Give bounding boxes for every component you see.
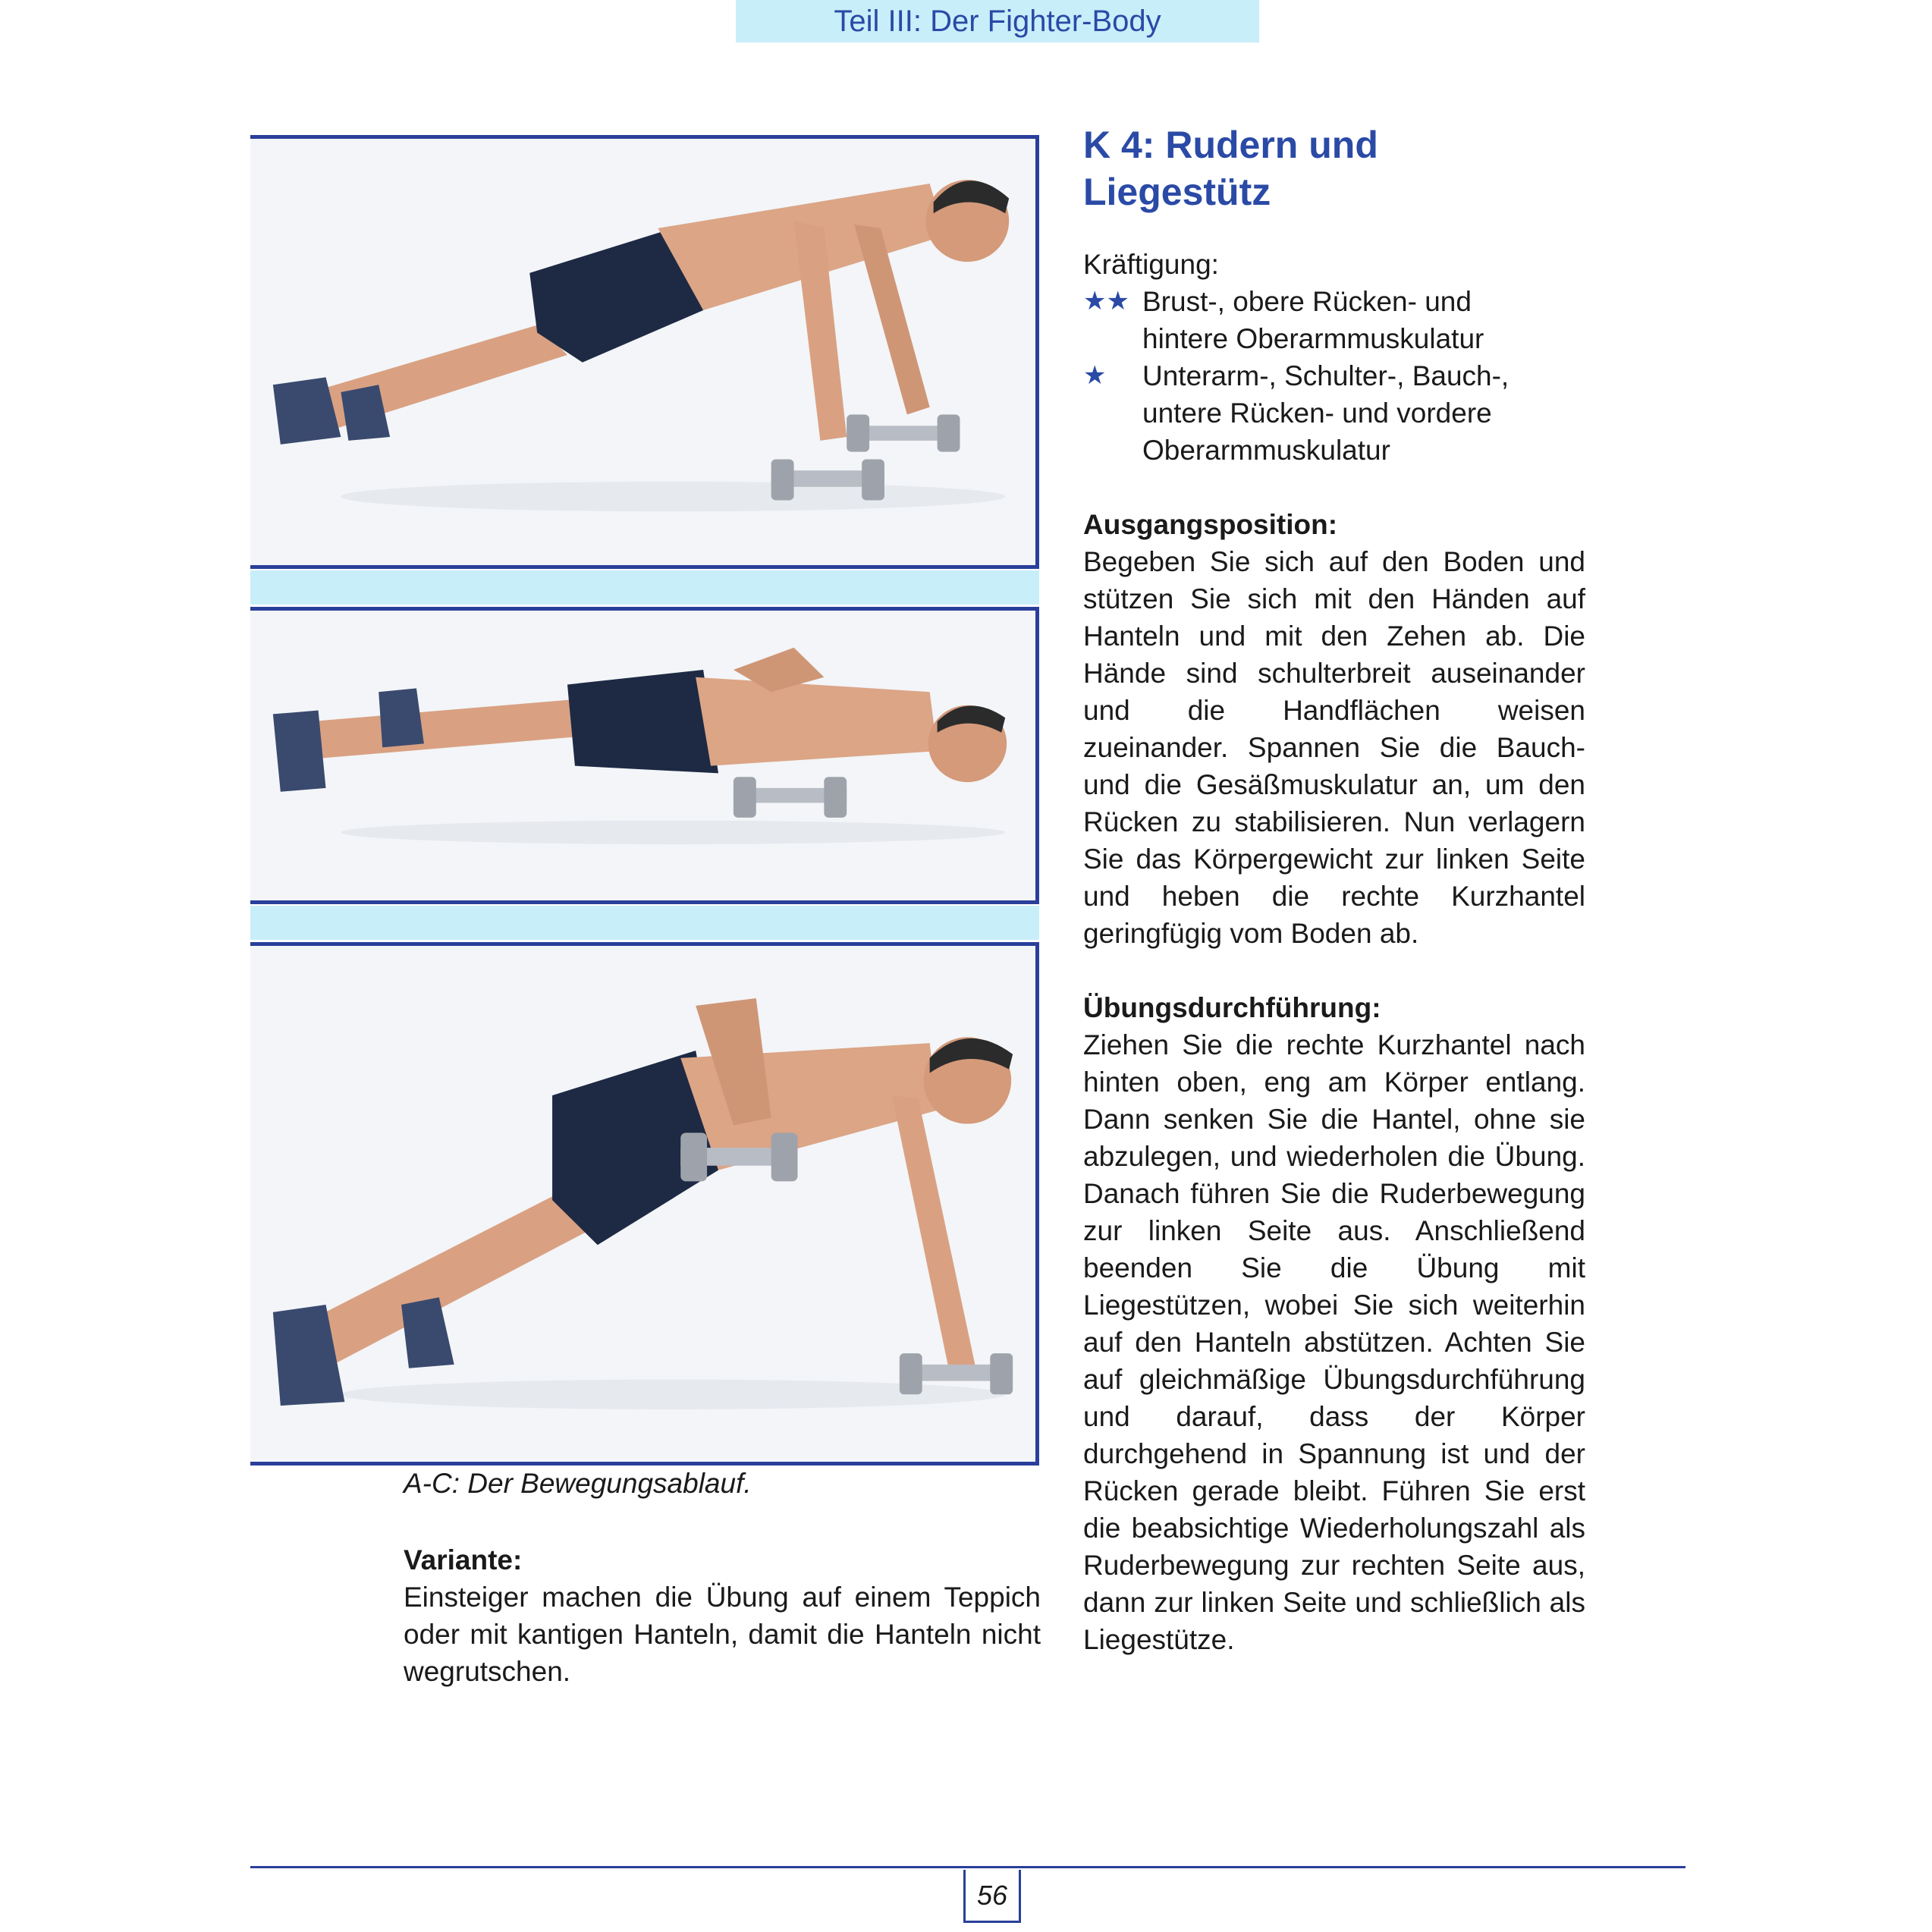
exercise-description	[1083, 121, 1585, 1658]
execution-section	[1083, 989, 1585, 1658]
exercise-title	[1083, 121, 1585, 215]
exercise-title-line: Liegestütz	[1083, 171, 1271, 213]
page-number: 56	[963, 1870, 1021, 1923]
figure-caption: A-C: Der Bewegungsablauf.	[404, 1468, 752, 1499]
start-position-section	[1083, 506, 1585, 952]
section-header: Teil III: Der Fighter-Body	[736, 0, 1259, 42]
strength-label: Kräftigung:	[1083, 249, 1219, 280]
divider-band	[250, 570, 1039, 605]
exercise-photo-a	[250, 135, 1039, 569]
muscle-line: hintere Oberarmmuskulatur	[1142, 323, 1484, 354]
exercise-photo-c	[250, 942, 1039, 1465]
one-star-icon: ★	[1083, 361, 1107, 390]
divider-band	[250, 906, 1039, 940]
execution-heading: Übungsdurchführung:	[1083, 992, 1381, 1023]
variant-heading: Variante:	[404, 1544, 523, 1575]
exercise-photo-b	[250, 607, 1039, 904]
variant-section	[404, 1541, 1041, 1690]
start-position-heading: Ausgangsposition:	[1083, 509, 1338, 540]
muscle-line: Unterarm-, Schulter-, Bauch-,	[1142, 360, 1509, 391]
primary-muscles	[1083, 283, 1585, 357]
start-position-text: Begeben Sie sich auf den Boden und stützen Sie sich mit den Händen auf Hanteln und mit den Zehen ab. Die Hände sind schulterbreit auseinander und die Handflächen weisen zueinander. Spannen Sie die Bauch- und die Gesäßmuskulatur an, um den Rücken zu stabilisieren. Nun verlagern Sie das Körpergewicht zur linken Seite und heben die rechte Kurzhantel geringfügig vom Boden ab.	[1083, 546, 1585, 949]
muscle-line: Oberarmmuskulatur	[1142, 435, 1390, 466]
muscle-line: untere Rücken- und vordere	[1142, 397, 1492, 429]
muscle-line: Brust-, obere Rücken- und	[1142, 286, 1472, 317]
two-star-icon: ★★	[1083, 287, 1129, 316]
footer-rule	[250, 1866, 1685, 1868]
exercise-title-line: K 4: Rudern und	[1083, 124, 1378, 166]
variant-text: Einsteiger machen die Übung auf einem Teppich oder mit kantigen Hanteln, damit die Hanteln nicht wegrutschen.	[404, 1582, 1041, 1687]
execution-text: Ziehen Sie die rechte Kurzhantel nach hinten oben, eng am Körper entlang. Dann senken Sie die Hantel, ohne sie abzulegen, und wiederholen die Übung. Danach führen Sie die Ruderbewegung zur linken Seite aus. Anschließend beenden Sie die Übung mit Liegestützen, wobei Sie sich weiterhin auf den Hanteln abstützen. Achten Sie auf gleichmäßige Übungsdurchführung und darauf, dass der Körper durchgehend in Spannung ist und der Rücken gerade bleibt. Führen Sie erst die beabsichtige Wiederholungszahl als Ruderbewegung zur rechten Seite aus, dann zur linken Seite und schließlich als Liegestütze.	[1083, 1029, 1585, 1655]
secondary-muscles	[1083, 357, 1585, 469]
